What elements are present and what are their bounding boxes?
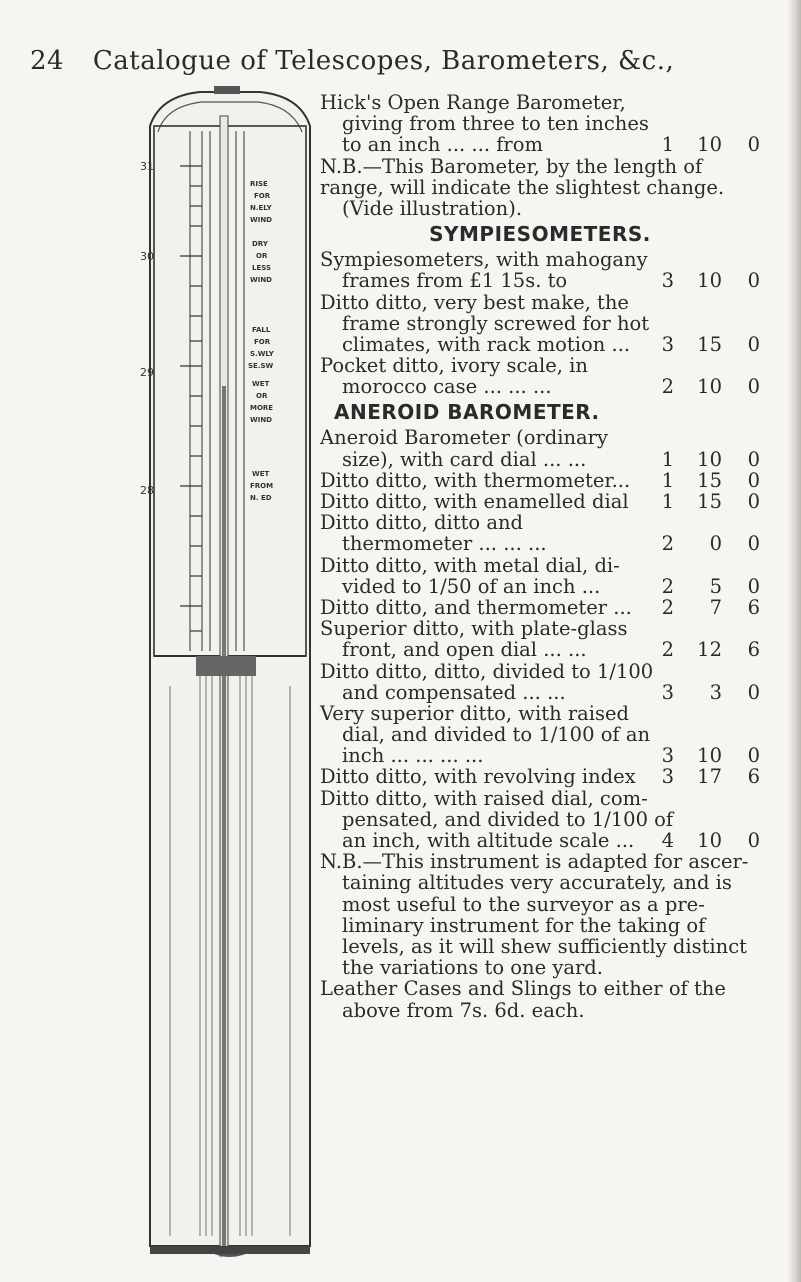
price-pence: 0 xyxy=(747,680,760,704)
text-line: Sympiesometers, with mahogany xyxy=(320,248,648,272)
price-line xyxy=(320,745,760,766)
text-line: dial, and divided to 1/100 of an xyxy=(342,723,651,747)
page-title: Catalogue of Telescopes, Barometers, &c., xyxy=(92,46,675,76)
text-line: Aneroid Barometer (ordinary xyxy=(320,426,609,450)
price-pounds: 1 xyxy=(661,468,674,492)
price-shillings: 15 xyxy=(697,490,722,513)
price xyxy=(650,745,760,766)
price-line xyxy=(320,270,760,291)
dial-label: LESS xyxy=(252,264,272,272)
price-line xyxy=(320,470,760,491)
item-desc: morocco case ... ... ... xyxy=(342,375,552,399)
dial-label: FOR xyxy=(254,192,271,200)
scale-mark-31: 31 xyxy=(140,160,154,173)
dial-label: WET xyxy=(252,470,270,478)
text-line: Ditto ditto, very best make, the xyxy=(320,290,629,314)
price-shillings: 10 xyxy=(697,744,722,768)
price-pounds: 2 xyxy=(661,574,674,598)
price-shillings: 15 xyxy=(697,332,722,356)
item-desc: and compensated ... ... xyxy=(342,680,566,704)
final-line: Leather Cases and Slings to either of the xyxy=(320,977,726,1001)
dial-label: N.ELY xyxy=(250,204,272,212)
note-line: N.B.—This instrument is adapted for ascer- xyxy=(320,850,749,874)
price-shillings: 17 xyxy=(697,765,722,789)
barometer-illustration xyxy=(140,86,320,1272)
dial-label: FROM xyxy=(250,482,274,490)
price-shillings: 10 xyxy=(697,375,722,399)
price-pence: 0 xyxy=(747,490,760,513)
price-pounds: 1 xyxy=(661,490,674,513)
price-pounds: 2 xyxy=(661,532,674,556)
price-line xyxy=(320,334,760,355)
price-pence: 6 xyxy=(747,595,760,619)
price xyxy=(650,270,760,291)
text-line: frame strongly screwed for hot xyxy=(342,311,650,335)
price-line xyxy=(320,491,760,512)
page-edge-shadow xyxy=(787,0,801,1282)
dial-label: WIND xyxy=(250,216,272,224)
price-pounds: 3 xyxy=(661,269,674,293)
price-shillings: 10 xyxy=(697,447,722,471)
dial-label: RISE xyxy=(250,180,268,188)
price-shillings: 10 xyxy=(697,269,722,293)
price-line xyxy=(320,682,760,703)
text-line: Hick's Open Range Barometer, xyxy=(320,91,626,114)
price xyxy=(650,682,760,703)
dial-label: FOR xyxy=(254,338,271,346)
price-shillings: 15 xyxy=(697,468,722,492)
price xyxy=(650,449,760,470)
price-shillings: 7 xyxy=(709,595,722,619)
section-heading-sympiesometers: SYMPIESOMETERS. xyxy=(429,222,651,247)
item-desc: inch ... ... ... ... xyxy=(342,744,484,768)
price xyxy=(650,597,760,618)
note-line: most useful to the surveyor as a pre- xyxy=(342,892,705,916)
dial-label: SE.SW xyxy=(248,362,274,370)
dial-label: WIND xyxy=(250,416,272,424)
page-header xyxy=(30,46,770,76)
price xyxy=(650,639,760,660)
text-line: Ditto ditto, ditto, divided to 1/100 xyxy=(320,659,654,683)
note-line: liminary instrument for the taking of xyxy=(342,913,706,937)
dial-label: WIND xyxy=(250,276,272,284)
note-line: levels, as it will shew sufficiently distinct xyxy=(342,934,747,958)
text-line: Ditto ditto, with raised dial, com- xyxy=(320,786,648,810)
note-line: N.B.—This Barometer, by the length of xyxy=(320,154,703,178)
item-desc: vided to 1/50 of an inch ... xyxy=(342,574,601,598)
item-desc: an inch, with altitude scale ... xyxy=(342,829,635,852)
price-pounds: 4 xyxy=(661,829,674,852)
price-pence: 6 xyxy=(747,765,760,789)
item-desc: Ditto ditto, with revolving index xyxy=(320,765,636,789)
text-line: giving from three to ten inches xyxy=(342,112,649,136)
price-pounds: 1 xyxy=(661,133,674,157)
price-pence: 0 xyxy=(747,375,760,399)
price xyxy=(650,491,760,512)
price xyxy=(650,376,760,397)
price-pence: 0 xyxy=(747,133,760,157)
price-shillings: 10 xyxy=(697,829,722,852)
text-line: Pocket ditto, ivory scale, in xyxy=(320,354,588,378)
scale-mark-29: 29 xyxy=(140,366,154,379)
price-pounds: 3 xyxy=(661,744,674,768)
price-pence: 0 xyxy=(747,574,760,598)
note-line: range, will indicate the slightest change. xyxy=(320,175,725,199)
price-pence: 6 xyxy=(747,638,760,662)
item-desc: front, and open dial ... ... xyxy=(342,638,587,662)
dial-label: FALL xyxy=(252,326,271,334)
price-pence: 0 xyxy=(747,744,760,768)
price-pence: 0 xyxy=(747,468,760,492)
dial-label: OR xyxy=(256,252,268,260)
item-desc: frames from £1 15s. to xyxy=(342,269,568,293)
text-line: pensated, and divided to 1/100 of xyxy=(342,807,674,831)
price-pence: 0 xyxy=(747,532,760,556)
final-line: above from 7s. 6d. each. xyxy=(342,998,585,1022)
text-line: Ditto ditto, ditto and xyxy=(320,511,524,535)
price-pounds: 3 xyxy=(661,680,674,704)
price-shillings: 0 xyxy=(709,532,722,556)
price-pounds: 3 xyxy=(661,765,674,789)
section-heading-aneroid: ANEROID BAROMETER. xyxy=(334,400,600,425)
dial-label: DRY xyxy=(252,240,268,248)
price-pounds: 2 xyxy=(661,595,674,619)
text-line: Ditto ditto, with metal dial, di- xyxy=(320,553,620,577)
price-shillings: 10 xyxy=(697,133,722,157)
price-line xyxy=(320,576,760,597)
price-pounds: 2 xyxy=(661,638,674,662)
page-number: 24 xyxy=(30,46,65,76)
price-pounds: 1 xyxy=(661,447,674,471)
price-line xyxy=(320,533,760,554)
price-line xyxy=(320,376,760,397)
price-pence: 0 xyxy=(747,829,760,852)
price-line xyxy=(320,766,760,787)
dial-label: OR xyxy=(256,392,268,400)
item-desc: Ditto ditto, with thermometer... xyxy=(320,468,631,492)
scale-mark-30: 30 xyxy=(140,250,154,263)
price-line xyxy=(320,597,760,618)
price-shillings: 12 xyxy=(697,638,722,662)
catalogue-text xyxy=(320,92,760,1021)
price xyxy=(650,766,760,787)
item-desc: climates, with rack motion ... xyxy=(342,332,631,356)
note-line: the variations to one yard. xyxy=(342,956,603,980)
price-pence: 0 xyxy=(747,269,760,293)
note-line: (Vide illustration). xyxy=(342,196,523,220)
price-line xyxy=(320,449,760,470)
item-desc: thermometer ... ... ... xyxy=(342,532,547,556)
item-desc: Ditto ditto, and thermometer ... xyxy=(320,595,632,619)
price xyxy=(650,334,760,355)
text-line: Very superior ditto, with raised xyxy=(320,701,630,725)
price xyxy=(650,830,760,851)
price-line xyxy=(320,639,760,660)
price xyxy=(650,134,760,155)
price-shillings: 5 xyxy=(709,574,722,598)
price-pence: 0 xyxy=(747,447,760,471)
price xyxy=(650,533,760,554)
price-line xyxy=(320,134,760,155)
item-desc: size), with card dial ... ... xyxy=(342,447,587,471)
barometer-drawing xyxy=(140,86,320,1272)
dial-label: MORE xyxy=(250,404,274,412)
price xyxy=(650,576,760,597)
item-desc: to an inch ... ... from xyxy=(342,133,543,157)
dial-label: S.WLY xyxy=(250,350,274,358)
price-line xyxy=(320,830,760,851)
price-pence: 0 xyxy=(747,332,760,356)
price-shillings: 3 xyxy=(709,680,722,704)
item-desc: Ditto ditto, with enamelled dial xyxy=(320,490,629,513)
dial-label: WET xyxy=(252,380,270,388)
price-pounds: 3 xyxy=(661,332,674,356)
scale-mark-28: 28 xyxy=(140,484,154,497)
price-pounds: 2 xyxy=(661,375,674,399)
text-line: Superior ditto, with plate-glass xyxy=(320,617,628,641)
note-line: taining altitudes very accurately, and is xyxy=(342,871,732,895)
price xyxy=(650,470,760,491)
dial-label: N. ED xyxy=(250,494,272,502)
